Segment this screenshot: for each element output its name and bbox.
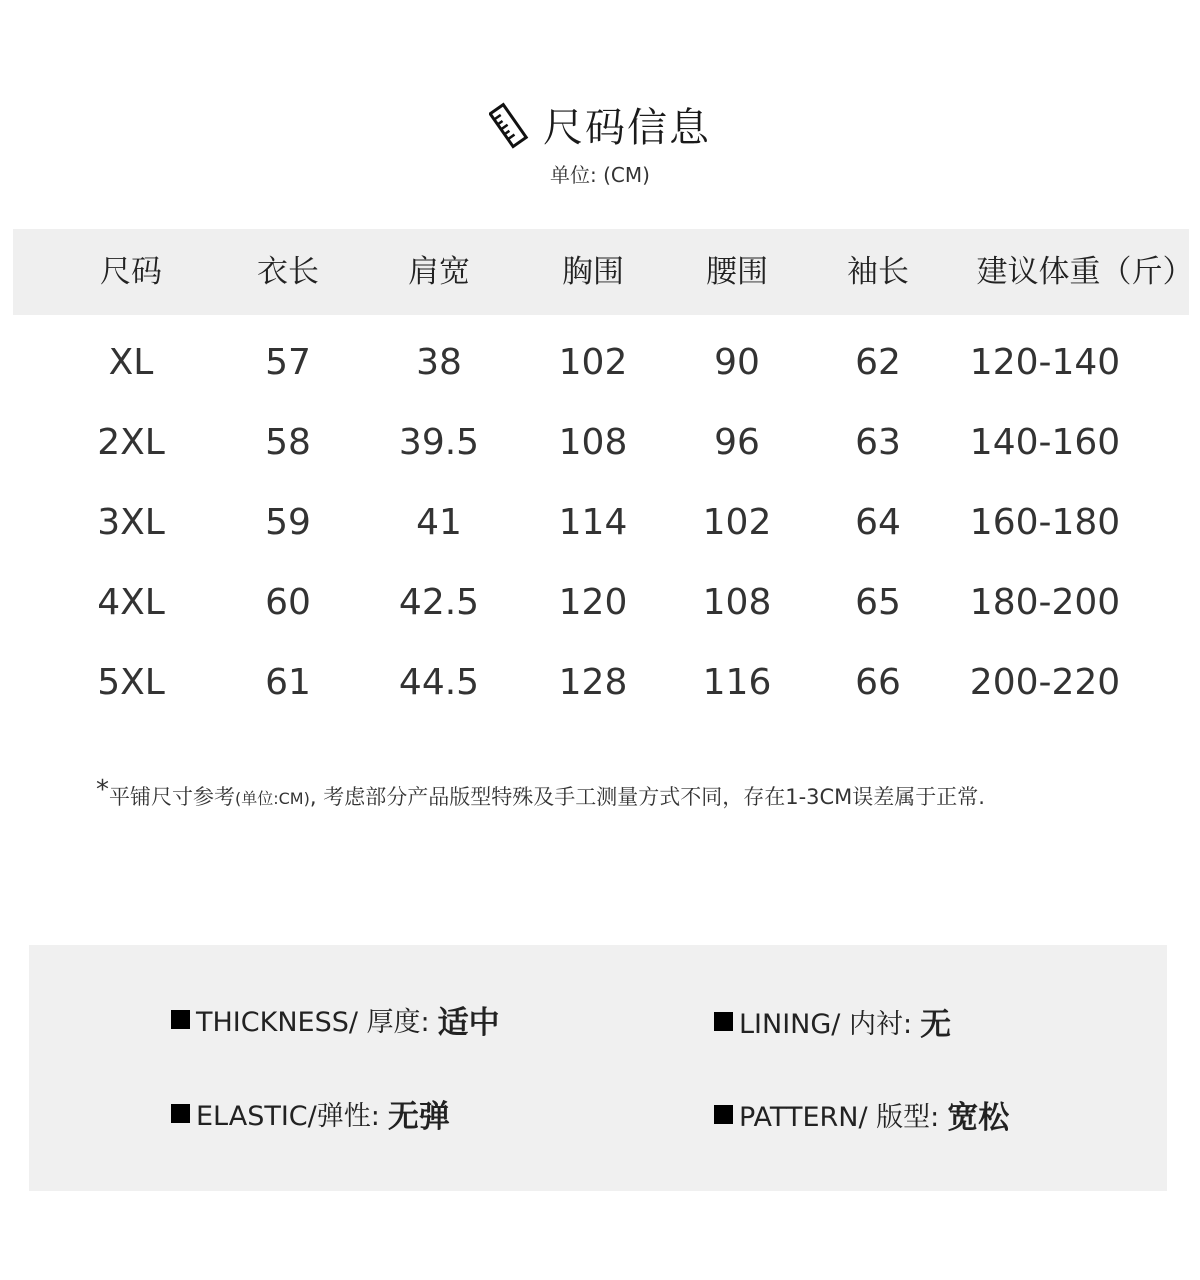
table-cell: 61 — [265, 662, 311, 703]
note-asterisk: * — [96, 775, 109, 805]
size-table — [13, 229, 1194, 723]
table-cell: 140-160 — [969, 422, 1121, 463]
column-header-sleeve: 袖长 — [847, 254, 909, 290]
property-label: THICKNESS/ 厚度: — [196, 1007, 430, 1038]
table-cell: 42.5 — [398, 582, 480, 623]
property-thickness — [171, 997, 500, 1042]
table-cell: 62 — [855, 342, 901, 383]
property-value: 无 — [920, 1007, 952, 1043]
table-cell: 116 — [702, 662, 772, 703]
column-header-shoulder: 肩宽 — [408, 254, 470, 290]
square-bullet-icon — [714, 1012, 733, 1031]
table-body — [13, 323, 1189, 723]
table-cell: 59 — [265, 502, 311, 543]
table-cell: 39.5 — [398, 422, 480, 463]
table-cell: 3XL — [97, 502, 165, 543]
table-cell: 58 — [265, 422, 311, 463]
property-pattern — [714, 1092, 1009, 1137]
table-cell: 66 — [855, 662, 901, 703]
table-cell: 44.5 — [398, 662, 480, 703]
table-header — [13, 229, 1194, 315]
measurement-note — [96, 775, 1156, 811]
column-header-weight: 建议体重（斤） — [976, 254, 1194, 290]
table-cell: 128 — [558, 662, 628, 703]
ruler-icon — [489, 101, 529, 149]
table-cell: 96 — [714, 422, 760, 463]
square-bullet-icon — [171, 1010, 190, 1029]
property-value: 无弹 — [387, 1099, 450, 1135]
page-title: 尺码信息 — [543, 105, 711, 151]
table-row — [13, 643, 1189, 723]
properties-panel — [29, 945, 1167, 1191]
table-cell: 63 — [855, 422, 901, 463]
table-cell: XL — [108, 342, 154, 383]
table-cell: 108 — [702, 582, 772, 623]
table-cell: 120-140 — [969, 342, 1121, 383]
property-lining — [714, 999, 951, 1044]
table-row — [13, 563, 1189, 643]
note-unit: (单位:CM) — [235, 789, 310, 808]
title-row — [0, 96, 1200, 153]
table-row — [13, 403, 1189, 483]
property-label: PATTERN/ 版型: — [739, 1102, 940, 1133]
column-header-length: 衣长 — [257, 254, 319, 290]
table-cell: 114 — [558, 502, 628, 543]
property-label: LINING/ 内衬: — [739, 1009, 913, 1040]
table-row — [13, 323, 1189, 403]
table-cell: 102 — [702, 502, 772, 543]
column-header-chest: 胸围 — [562, 254, 624, 290]
table-cell: 64 — [855, 502, 901, 543]
table-cell: 38 — [416, 342, 462, 383]
square-bullet-icon — [171, 1104, 190, 1123]
table-cell: 108 — [558, 422, 628, 463]
unit-label: 单位: (CM) — [550, 163, 650, 187]
table-cell: 65 — [855, 582, 901, 623]
table-cell: 160-180 — [969, 502, 1121, 543]
note-text: , 考虑部分产品版型特殊及手工测量方式不同，存在1-3CM误差属于正常. — [309, 785, 985, 809]
table-cell: 4XL — [97, 582, 165, 623]
column-header-waist: 腰围 — [706, 254, 768, 290]
table-cell: 200-220 — [969, 662, 1121, 703]
table-cell: 2XL — [97, 422, 165, 463]
table-cell: 102 — [558, 342, 628, 383]
note-lead: 平铺尺寸参考 — [109, 785, 235, 809]
column-header-size: 尺码 — [100, 254, 162, 290]
property-elastic — [171, 1091, 450, 1136]
property-label: ELASTIC/弹性: — [196, 1101, 380, 1132]
square-bullet-icon — [714, 1105, 733, 1124]
table-row — [13, 483, 1189, 563]
property-value: 宽松 — [947, 1100, 1010, 1136]
table-cell: 5XL — [97, 662, 165, 703]
table-cell: 180-200 — [969, 582, 1121, 623]
size-info-header — [0, 96, 1200, 188]
table-cell: 57 — [265, 342, 311, 383]
table-cell: 120 — [558, 582, 628, 623]
table-cell: 60 — [265, 582, 311, 623]
table-cell: 90 — [714, 342, 760, 383]
property-value: 适中 — [437, 1005, 500, 1041]
table-cell: 41 — [416, 502, 462, 543]
